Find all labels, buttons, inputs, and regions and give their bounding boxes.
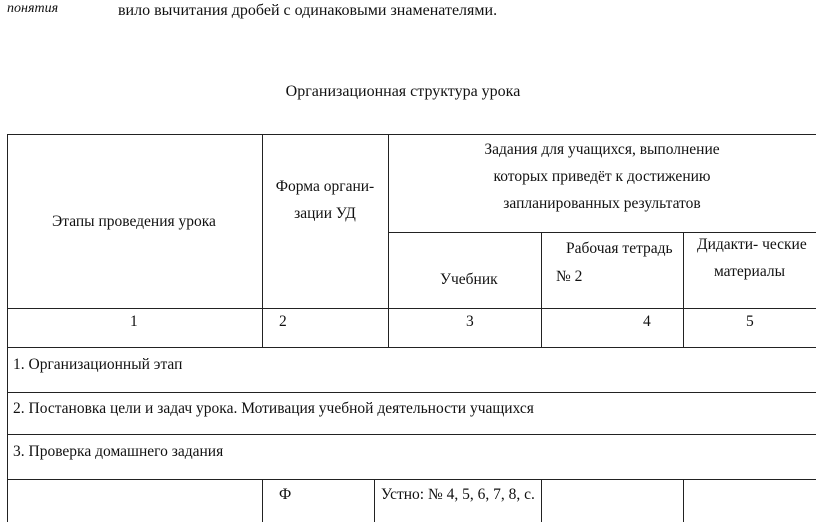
column-number-4: 4 [643,313,651,330]
header-workbook-line2: № 2 [556,268,583,285]
header-didactic-line2: материалы [713,263,786,280]
table-rule-row2-bottom [7,434,816,435]
table-rule-header-bottom [7,308,816,309]
header-tasks-line2: которых приведёт к достижению [493,168,711,185]
last-row-textbook: Устно: № 4, 5, 6, 7, 8, с. [381,486,535,503]
table-rule-tasks-split [388,232,816,233]
column-number-5: 5 [746,313,754,330]
column-number-3: 3 [466,313,474,330]
table-rule-numbers-bottom [7,347,816,348]
table-col-divider-3 [541,232,542,347]
table-rule-row1-bottom [7,392,816,393]
column-number-1: 1 [130,313,138,330]
header-form-line1: Форма органи- [275,178,375,195]
stage-row-3: 3. Проверка домашнего задания [13,443,224,460]
header-stages: Этапы проведения урока [52,213,216,230]
table-col-divider-1-lower [262,479,263,522]
document-title: Организационная структура урока [285,83,521,100]
header-form-line2: зации УД [294,205,356,222]
column-number-2: 2 [279,313,287,330]
table-col-divider-4 [683,232,684,347]
header-textbook: Учебник [440,271,498,288]
header-tasks-line3: запланированных результатов [503,195,701,212]
intro-text: вило вычитания дробей с одинаковыми знаменателями. [118,2,498,19]
table-border-left [7,134,8,522]
table-border-top [7,134,816,135]
header-workbook-line1: Рабочая тетрадь [566,240,673,257]
stage-row-2: 2. Постановка цели и задач урока. Мотивация учебной деятельности учащихся [13,400,534,417]
header-tasks-line1: Задания для учащихся, выполнение [484,141,720,158]
intro-term: понятия [7,1,59,16]
table-col-divider-3-lower [541,479,542,522]
table-col-divider-1 [262,134,263,347]
table-col-divider-2 [388,134,389,347]
header-didactic-line1: Дидакти- ческие [697,236,807,253]
table-rule-row3-bottom [7,479,816,480]
stage-row-1: 1. Организационный этап [13,356,183,373]
last-row-form: Ф [279,486,292,503]
table-col-divider-4-lower [683,479,684,522]
table-col-divider-2-lower [374,479,375,522]
